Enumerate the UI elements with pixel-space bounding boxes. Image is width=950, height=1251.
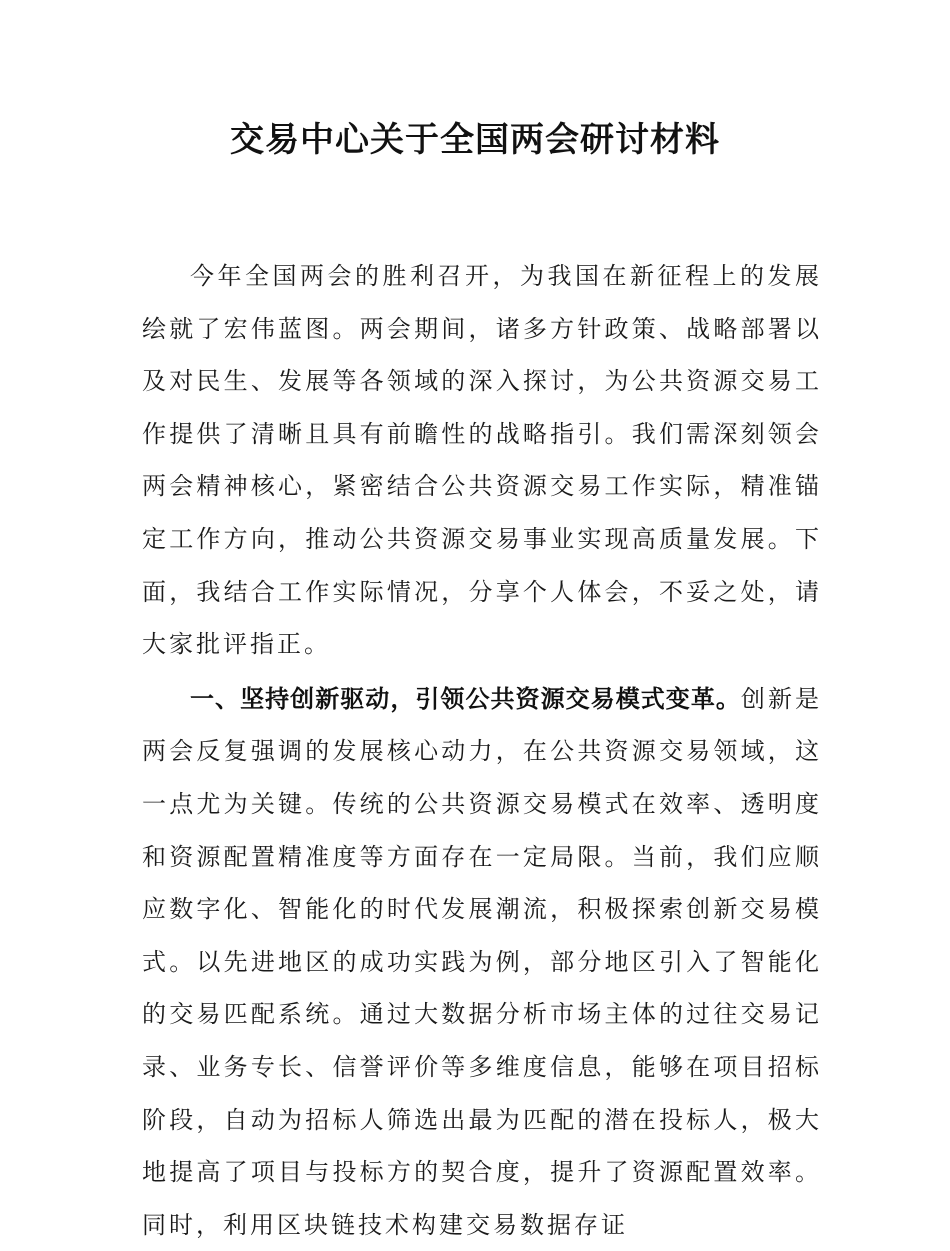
- document-title: 交易中心关于全国两会研讨材料: [230, 120, 720, 160]
- intro-paragraph-text: 今年全国两会的胜利召开，为我国在新征程上的发展绘就了宏伟蓝图。两会期间，诸多方针政策、战略部署以及对民生、发展等各领域的深入探讨，为公共资源交易工作提供了清晰且具有前瞻性的战略指引。我们需深刻领会两会精神核心，紧密结合公共资源交易工作实际，精准锚定工作方向，推动公共资源交易事业实现高质量发展。下面，我结合工作实际情况，分享个人体会，不妥之处，请大家批评指正。: [142, 262, 822, 659]
- document-body: [142, 250, 822, 1251]
- section-one-paragraph: [142, 673, 822, 1251]
- section-one-heading: 一、坚持创新驱动，引领公共资源交易模式变革。: [190, 684, 741, 713]
- intro-paragraph: [142, 250, 822, 671]
- section-one-text: 创新是两会反复强调的发展核心动力，在公共资源交易领域，这一点尤为关键。传统的公共资源交易模式在效率、透明度和资源配置精准度等方面存在一定局限。当前，我们应顺应数字化、智能化的时代发展潮流，积极探索创新交易模式。以先进地区的成功实践为例，部分地区引入了智能化的交易匹配系统。通过大数据分析市场主体的过往交易记录、业务专长、信誉评价等多维度信息，能够在项目招标阶段，自动为招标人筛选出最为匹配的潜在投标人，极大地提高了项目与投标方的契合度，提升了资源配置效率。同时，利用区块链技术构建交易数据存证: [142, 684, 823, 1239]
